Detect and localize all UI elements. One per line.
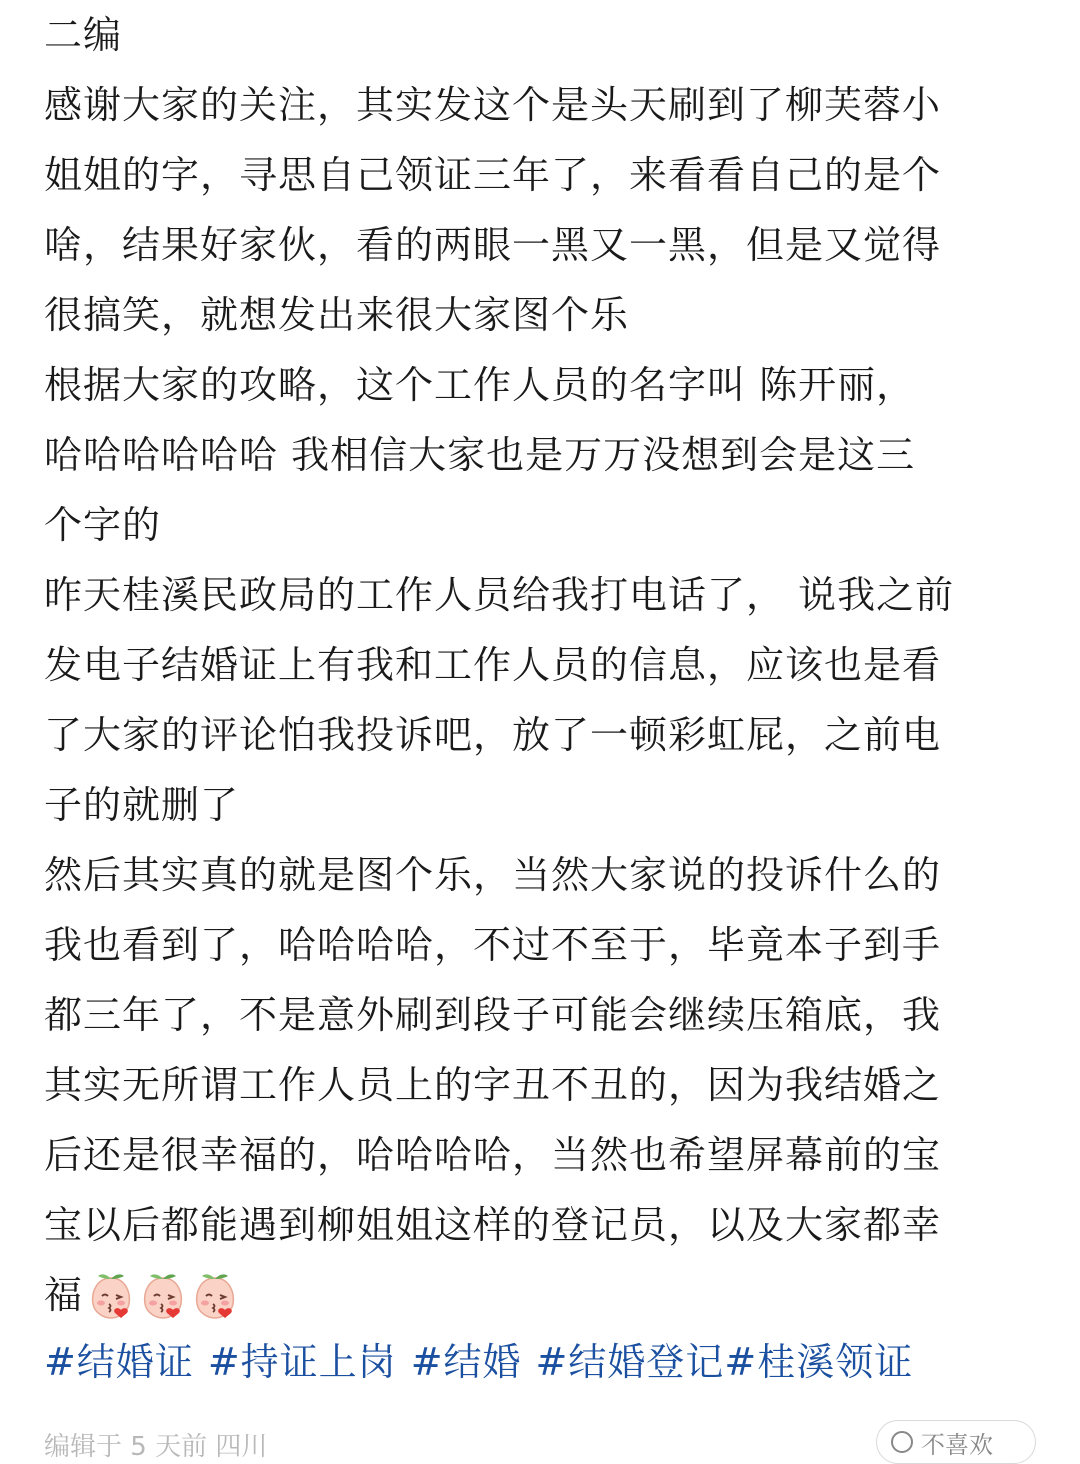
post-line: 个字的 [44, 503, 162, 547]
post-line: 其实无所谓工作人员上的字丑不丑的，因为我结婚之 [44, 1063, 942, 1107]
post-line: 子的就删了 [44, 783, 240, 827]
post-line: 福 [44, 1273, 84, 1317]
post-last-line [44, 1260, 239, 1330]
dislike-icon [891, 1431, 913, 1453]
post-line: 都三年了，不是意外刷到段子可能会继续压箱底，我 [44, 993, 942, 1037]
post-line: 宝以后都能遇到柳姐姐这样的登记员，以及大家都幸 [44, 1203, 942, 1247]
dislike-button[interactable] [876, 1420, 1036, 1464]
peach-kiss-icon [191, 1270, 239, 1320]
hashtag-link[interactable]: #结婚 [410, 1340, 522, 1384]
post-line: 昨天桂溪民政局的工作人员给我打电话了， 说我之前 [44, 573, 955, 617]
dislike-label: 不喜欢 [921, 1430, 993, 1459]
post-meta: 编辑于 5 天前 四川 [44, 1432, 268, 1462]
hashtag-link[interactable]: #桂溪领证 [724, 1340, 914, 1384]
post-line: 二编 [44, 13, 123, 57]
hashtag-link[interactable]: #结婚登记 [535, 1340, 725, 1384]
post-line: 然后其实真的就是图个乐，当然大家说的投诉什么的 [44, 853, 942, 897]
post-line: 根据大家的攻略，这个工作人员的名字叫 陈开丽， [44, 363, 916, 407]
post-line: 哈哈哈哈哈哈 我相信大家也是万万没想到会是这三 [44, 433, 916, 477]
post-line: 感谢大家的关注，其实发这个是头天刷到了柳芙蓉小 [44, 83, 942, 127]
hashtag-list [44, 1327, 927, 1397]
hashtag-link[interactable]: #持证上岗 [207, 1340, 397, 1384]
post-line: 后还是很幸福的，哈哈哈哈，当然也希望屏幕前的宝 [44, 1133, 942, 1177]
post-line: 了大家的评论怕我投诉吧，放了一顿彩虹屁，之前电 [44, 713, 942, 757]
post-line: 我也看到了，哈哈哈哈，不过不至于，毕竟本子到手 [44, 923, 942, 967]
peach-kiss-icon [87, 1270, 135, 1320]
post-line: 啥，结果好家伙，看的两眼一黑又一黑，但是又觉得 [44, 223, 942, 267]
peach-kiss-icon [139, 1270, 187, 1320]
post-line: 发电子结婚证上有我和工作人员的信息，应该也是看 [44, 643, 942, 687]
post-line: 姐姐的字，寻思自己领证三年了，来看看自己的是个 [44, 153, 942, 197]
post-line: 很搞笑，就想发出来很大家图个乐 [44, 293, 630, 337]
hashtag-link[interactable]: #结婚证 [44, 1340, 194, 1384]
